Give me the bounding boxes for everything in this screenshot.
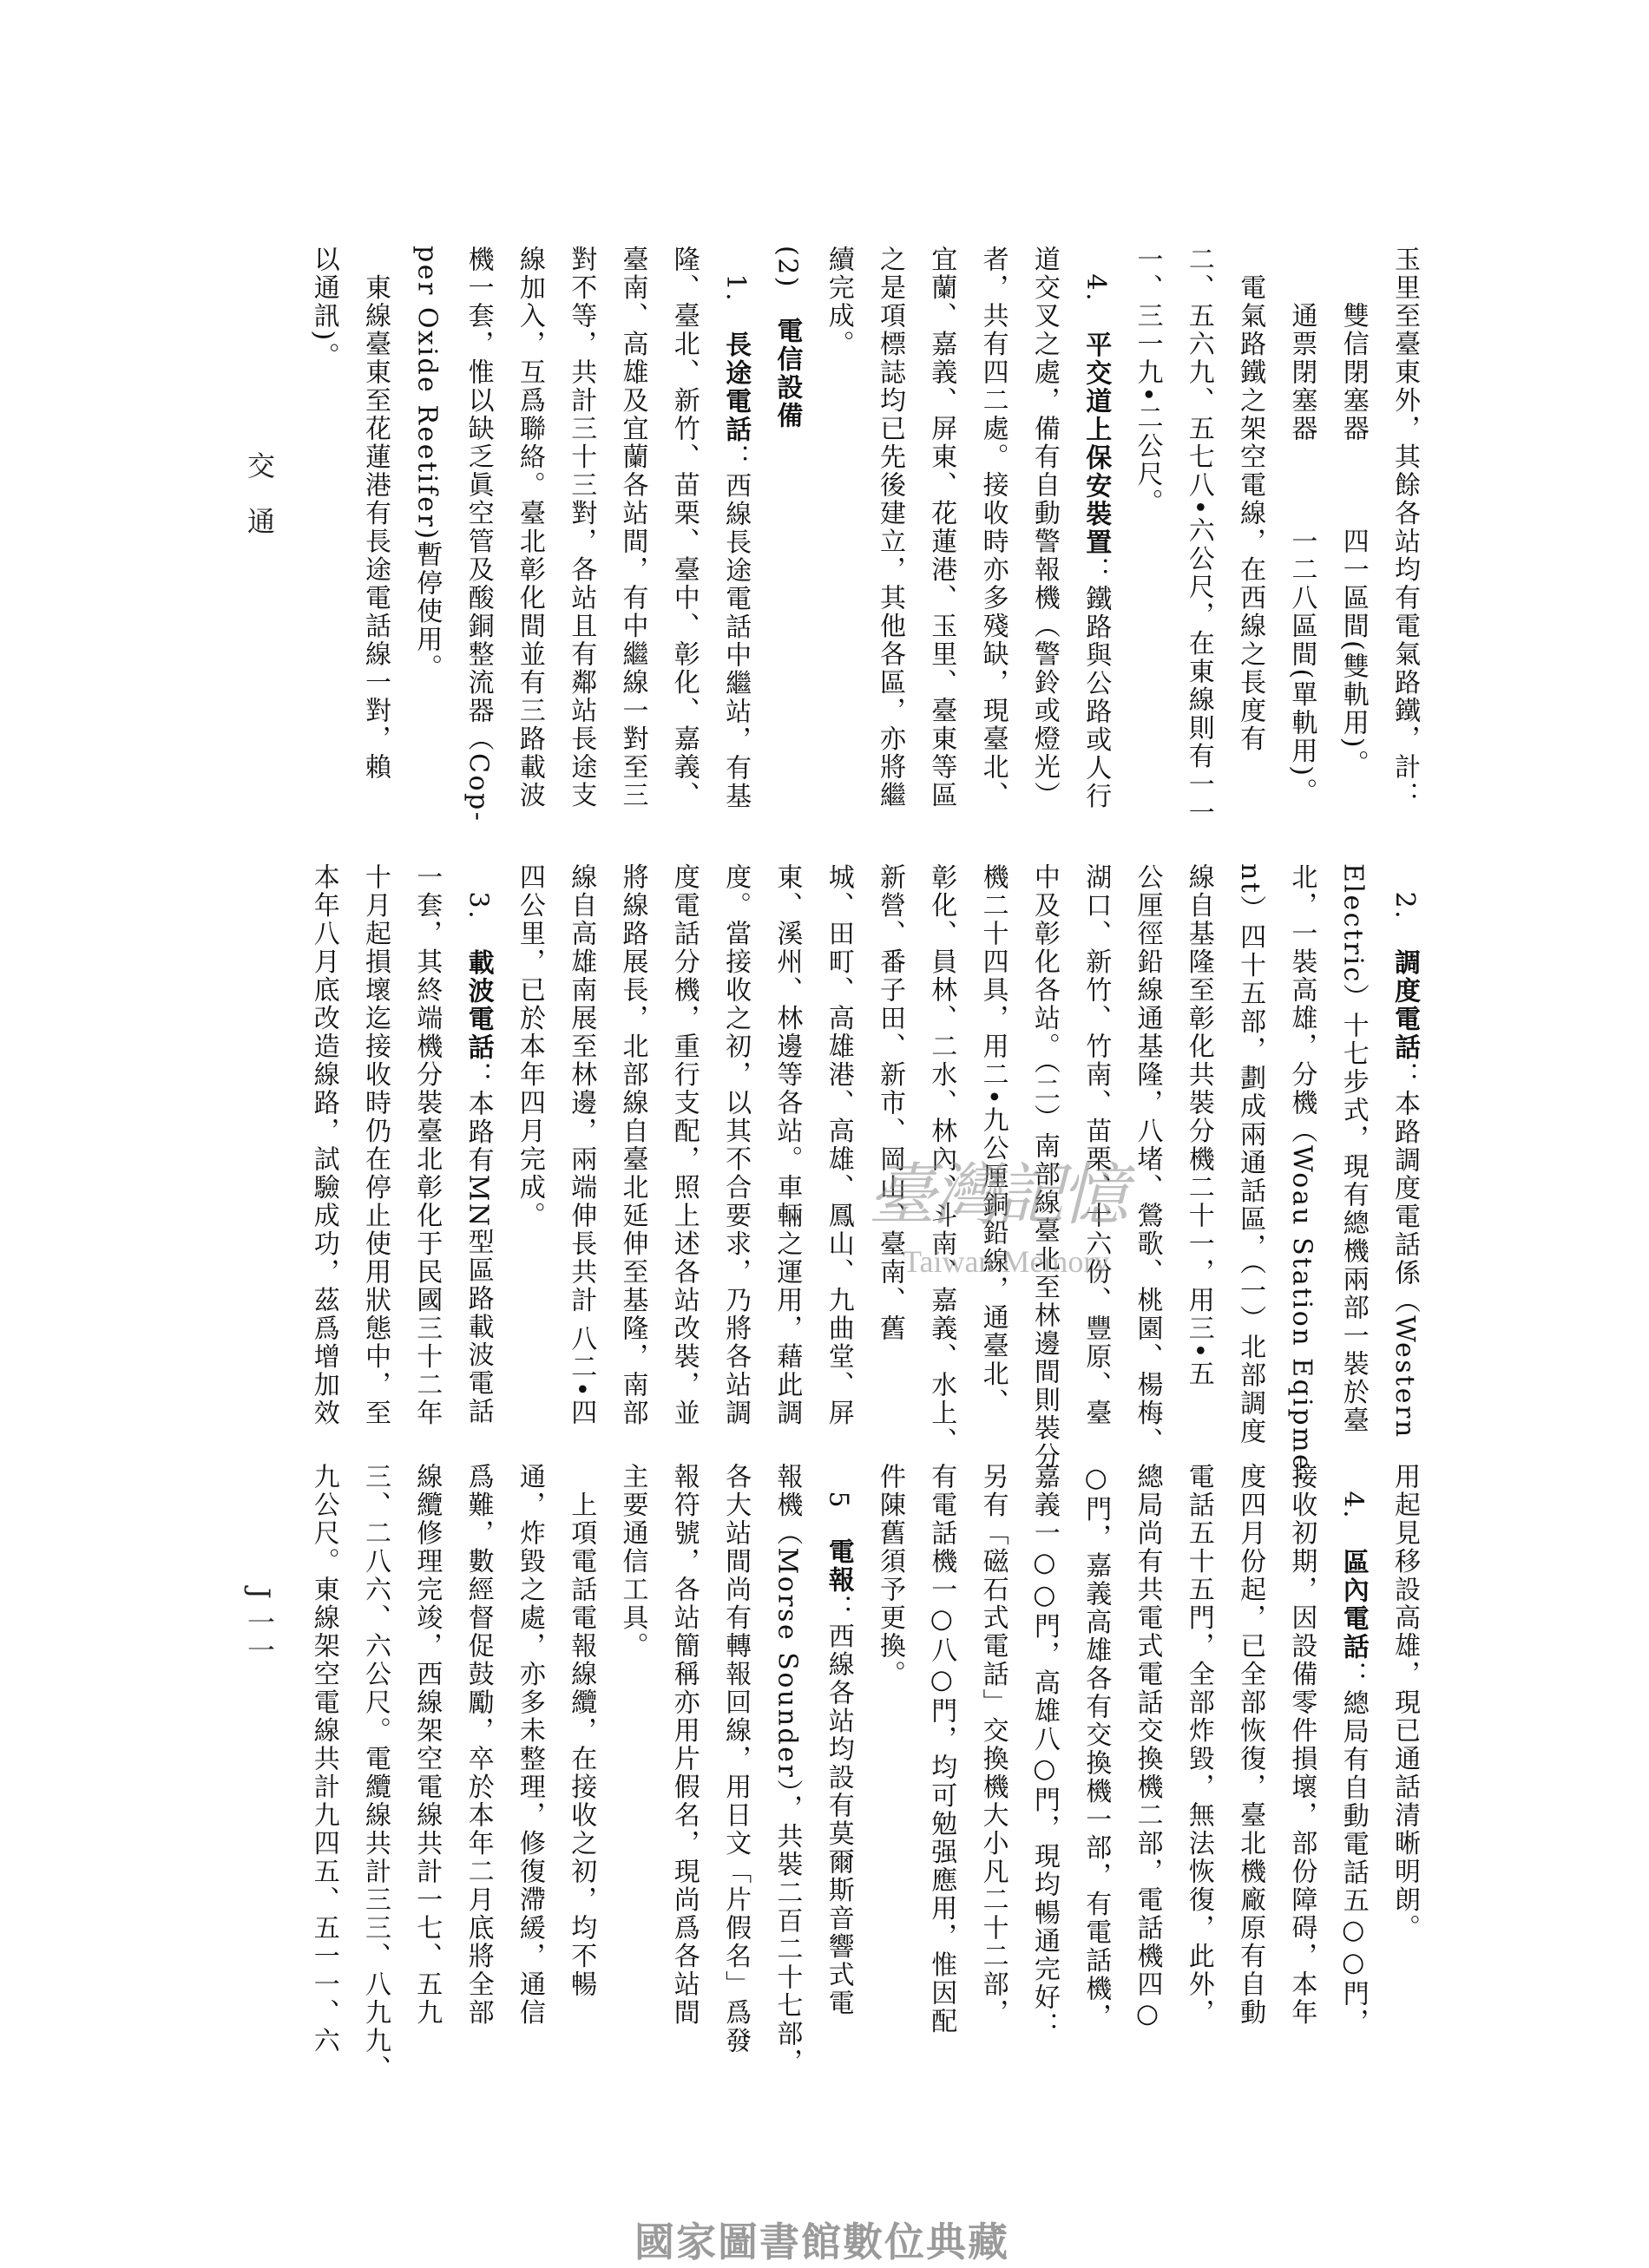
text-column: 一、三一九•二公尺。 — [1132, 246, 1163, 517]
text-column: 報符號，各站簡稱亦用片假名，現尚爲各站間 — [668, 1463, 700, 2027]
text-column: 電氣路鐵之架空電線，在西線之長度有 — [1235, 246, 1266, 753]
text-column: 機一套，惟以缺乏眞空管及酸銅整流器（Cop- — [463, 246, 494, 823]
taiwan-memory-watermark — [868, 1141, 1172, 1306]
text-column: 中及彰化各站。（二）南部線臺北至林邊間則裝分 — [1028, 863, 1060, 1471]
text-column: 總局尚有共電式電話交換機二部，電話機四○ — [1132, 1463, 1163, 2031]
text-column: 玉里至臺東外，其餘各站均有電氣路鐵，計： — [1389, 246, 1420, 810]
section-heading: 長途電話 — [720, 331, 752, 444]
text-column: 道交叉之處，備有自動警報機（警鈴或燈光） — [1028, 246, 1060, 810]
text-column: 湖口、新竹、竹南、苗栗、十六份、豐原、臺 — [1081, 863, 1112, 1427]
text-column: 度四月份起，已全部恢復，臺北機廠原有自動 — [1235, 1463, 1266, 2027]
text-column: 線自高雄南展至林邊，兩端伸長共計 八二•四 — [566, 863, 597, 1427]
section-heading: 平交道上保安裝置 — [1081, 331, 1112, 557]
text-segment: 2. — [1389, 863, 1420, 949]
section-heading: 調度電話 — [1389, 948, 1420, 1062]
text-column: ○門，嘉義高雄各有交換機一部，有電話機， — [1081, 1463, 1112, 2031]
text-column: 雙信閉塞器 四一區間(雙軌用)。 — [1337, 246, 1369, 778]
text-column: 線自基隆至彰化共裝分機二十一，用三•五 — [1183, 863, 1214, 1389]
section-heading: 電報 — [823, 1537, 854, 1595]
text-column: 通票閉塞器 一二八區間(單軌用)。 — [1286, 246, 1317, 806]
text-column: 報機（Morse Sounder），共裝二百二十七部， — [772, 1463, 803, 2076]
text-column: 新營、番子田、新市、岡山、臺南、舊 — [875, 863, 905, 1343]
watermark-chinese: 臺灣記憶 — [868, 1157, 1126, 1235]
text-column — [1337, 1463, 1367, 2036]
text-column: 機二十四具，用二•九公厘銅鉛線，通臺北、 — [977, 863, 1008, 1417]
text-column: 電話五十五門，全部炸毀，無法恢復，此外， — [1183, 1463, 1214, 2027]
text-column: 用起見移設高雄，現已通話清晰明朗。 — [1389, 1463, 1420, 1943]
section-heading: 區內電話 — [1337, 1548, 1369, 1662]
text-segment: 5 — [823, 1463, 854, 1538]
text-segment: ：西線長途電話中繼站，有基 — [720, 443, 752, 811]
text-column: 通，炸毀之處，亦多未整理，修復滯緩，通信 — [514, 1463, 545, 2027]
text-segment: ：總局有自動電話五○○門， — [1337, 1661, 1369, 2037]
text-column: 隆、臺北、新竹、苗栗、臺中、彰化、嘉義、 — [668, 246, 700, 810]
text-column: 有電話機一○八○門，均可勉强應用，惟因配 — [926, 1463, 957, 2035]
text-column: 爲難，數經督促鼓勵，卒於本年二月底將全部 — [463, 1463, 494, 2027]
text-column: 東線臺東至花蓮港有長途電話線一對，賴 — [360, 246, 391, 782]
text-column: 一套，其終端機分裝臺北彰化于民國三十二年 — [411, 863, 443, 1427]
text-segment: ：鐵路與公路或人行 — [1081, 556, 1112, 811]
text-column: 十月起損壞迄接收時仍在停止使用狀態中，至 — [360, 863, 391, 1427]
text-column: 將線路展長，北部線自臺北延伸至基隆，南部 — [617, 863, 648, 1427]
text-column — [771, 246, 803, 430]
text-column: 之是項標誌均已先後建立，其他各區，亦將繼 — [875, 246, 905, 810]
text-column: 嘉義一○○門，高雄八○門，現均暢通完好： — [1028, 1463, 1060, 2040]
text-column: 上項電話電報線纜，在接收之初，均不暢 — [566, 1463, 597, 1999]
text-column: 續完成。 — [823, 246, 854, 358]
page-number: J 一一 — [243, 1588, 276, 1663]
text-column: 線纜修理完竣，西線架空電線共計一七、五九 — [411, 1463, 443, 2027]
section-heading: 載波電話 — [463, 948, 494, 1062]
text-column: 宜蘭、嘉義、屏東、花蓮港、玉里、臺東等區 — [926, 246, 957, 810]
text-column: 對不等，共計三十三對，各站且有鄰站長途支 — [566, 246, 597, 810]
text-segment: 3. — [463, 863, 494, 949]
text-column: 二、五六九、五七八•六公尺，在東線則有一一 — [1183, 246, 1214, 828]
text-column: 度電話分機，重行支配，照上述各站改裝，並 — [668, 863, 700, 1427]
text-column: 九公尺。東線架空電線共計九四五、五一一、六 — [308, 1463, 339, 2055]
text-column: 線加入，互爲聯絡。臺北彰化間並有三路載波 — [514, 246, 545, 810]
section-heading: 電信設備 — [772, 317, 803, 430]
text-column: per Oxide Reetifer)暫停使用。 — [411, 246, 443, 683]
text-column: nt）四十五部，劃成兩通話區，（一）北部調度 — [1235, 863, 1266, 1446]
library-footer: 國家圖書館數位典藏 — [634, 2219, 1009, 2265]
text-column: 各大站間尚有轉報回線，用日文「片假名」爲發 — [720, 1463, 752, 2055]
text-column: 三、二八六、六公尺。電纜線共計三三、八九九、 — [360, 1463, 391, 2083]
text-column: 東、溪州、林邊等各站。車輛之運用，藉此調 — [772, 863, 803, 1427]
text-segment: ：西線各站均設有莫爾斯音響式電 — [823, 1594, 854, 2018]
text-column: 四公里，已於本年四月完成。 — [514, 863, 545, 1230]
text-segment: ：本路有MN型區路載波電話 — [463, 1061, 494, 1426]
text-column: 度。當接收之初，以其不合要求，乃將各站調 — [720, 863, 752, 1427]
text-column: 以通訊)。 — [308, 246, 339, 371]
text-segment: (2) — [772, 246, 803, 318]
text-column: 臺南、高雄及宜蘭各站間，有中繼線一對至三 — [617, 246, 648, 810]
text-segment: 4. — [1337, 1463, 1369, 1549]
text-column: 者，共有四二處。接收時亦多殘缺，現臺北、 — [977, 246, 1008, 810]
text-segment: 1. — [720, 246, 752, 331]
text-column: 彰化、員林、二水、林內、斗南、嘉義、水上、 — [926, 863, 957, 1456]
text-column: 接收初期，因設備零件損壞，部份障碍，本年 — [1286, 1463, 1317, 2027]
section-label: 交 通 — [243, 451, 276, 534]
text-column: 另有「磁石式電話」交換機大小凡二十二部， — [977, 1463, 1008, 2027]
text-column: 城、田町、高雄港、高雄、鳳山、九曲堂、屏 — [823, 863, 854, 1427]
text-column: Electric）十七步式，現有總機兩部一裝於臺 — [1337, 863, 1369, 1435]
text-column: 公厘徑鉛線通基隆，八堵、鶯歌、桃園、楊梅、 — [1132, 863, 1163, 1456]
text-segment: 4. — [1081, 246, 1112, 331]
text-column — [823, 1463, 852, 2017]
watermark-english: Taiwan Memory — [903, 1244, 1110, 1279]
text-column: 本年八月底改造線路，試驗成功，茲爲增加效 — [308, 863, 339, 1427]
text-column — [719, 246, 752, 811]
text-segment: ：本路調度電話係（Western — [1389, 1061, 1420, 1439]
text-column: 主要通信工具。 — [617, 1463, 648, 1661]
text-column: 北，一裝高雄，分機（Woau Station Eqipme- — [1286, 863, 1317, 1483]
text-column — [463, 863, 492, 1426]
text-column — [1080, 246, 1112, 811]
text-column: 件陳舊須予更換。 — [875, 1463, 905, 1688]
text-column — [1389, 863, 1418, 1439]
